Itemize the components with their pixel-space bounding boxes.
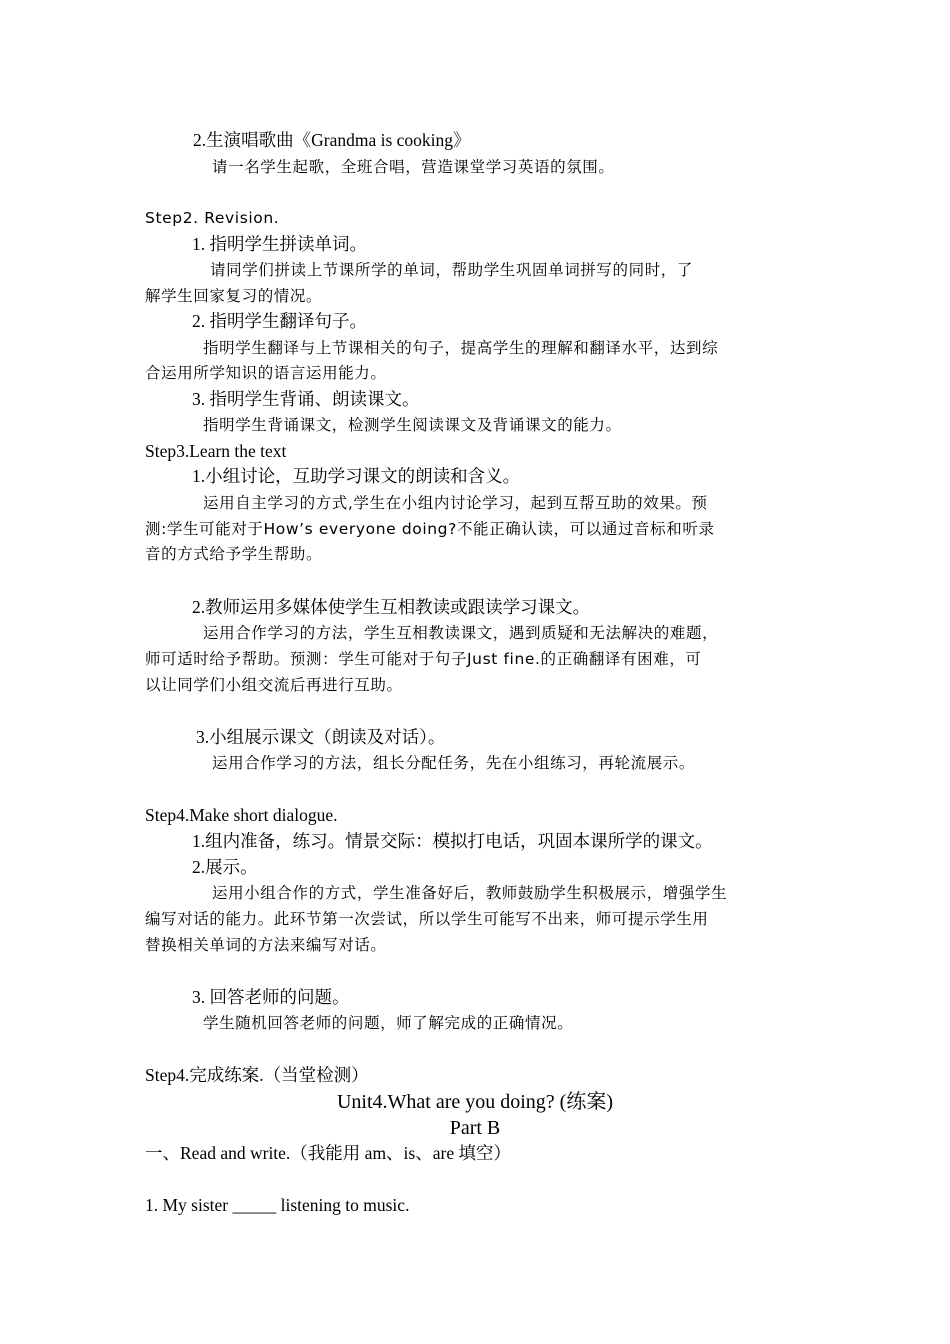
list-item-heading: 2. 指明学生翻译句子。 — [192, 311, 367, 331]
paragraph-text: 请同学们拼读上节课所学的单词，帮助学生巩固单词拼写的同时，了 — [210, 261, 694, 279]
list-item-heading: 1.组内准备，练习。情景交际：模拟打电话，巩固本课所学的课文。 — [192, 831, 713, 851]
paragraph-text: 请一名学生起歌，全班合唱，营造课堂学习英语的氛围。 — [212, 158, 615, 176]
list-item-heading: 2.教师运用多媒体使学生互相教读或跟读学习课文。 — [192, 597, 591, 617]
list-item-heading: 1.小组讨论，互助学习课文的朗读和含义。 — [192, 466, 521, 486]
step-heading: Step4.完成练案.（当堂检测） — [145, 1065, 369, 1085]
list-item-heading: 3. 回答老师的问题。 — [192, 987, 350, 1007]
exercise-item: 1. My sister _____ listening to music. — [145, 1195, 410, 1215]
paragraph-text: 运用自主学习的方式,学生在小组内讨论学习，起到互帮互助的效果。预 — [203, 494, 708, 512]
paragraph-text: 以让同学们小组交流后再进行互助。 — [145, 676, 403, 694]
worksheet-title: Unit4.What are you doing? (练案) — [336, 1091, 614, 1113]
paragraph-text: 运用合作学习的方法，学生互相教读课文，遇到质疑和无法解决的难题， — [203, 624, 719, 642]
paragraph-text: 替换相关单词的方法来编写对话。 — [145, 936, 387, 954]
song-activity-heading: 2.生演唱歌曲《Grandma is cooking》 — [193, 130, 471, 150]
paragraph-text: 音的方式给予学生帮助。 — [145, 545, 323, 563]
paragraph-text: 解学生回家复习的情况。 — [145, 287, 323, 305]
paragraph-text: 运用合作学习的方法，组长分配任务，先在小组练习，再轮流展示。 — [212, 754, 696, 772]
exercise-instruction: 一、Read and write.（我能用 am、is、are 填空） — [145, 1143, 511, 1163]
paragraph-text: 学生随机回答老师的问题，师了解完成的正确情况。 — [203, 1014, 574, 1032]
step-heading: Step3.Learn the text — [145, 441, 287, 461]
paragraph-text: 测:学生可能对于How’s everyone doing?不能正确认读，可以通过音标和听录 — [145, 520, 715, 538]
paragraph-text: 合运用所学知识的语言运用能力。 — [145, 364, 387, 382]
list-item-heading: 3.小组展示课文（朗读及对话）。 — [196, 727, 446, 747]
paragraph-text: 师可适时给予帮助。预测：学生可能对于句子Just fine.的正确翻译有困难，可 — [145, 650, 702, 668]
worksheet-subtitle: Part B — [449, 1117, 501, 1139]
step-heading: Step4.Make short dialogue. — [145, 805, 338, 825]
paragraph-text: 指明学生翻译与上节课相关的句子，提高学生的理解和翻译水平，达到综 — [203, 339, 719, 357]
list-item-heading: 3. 指明学生背诵、朗读课文。 — [192, 389, 420, 409]
list-item-heading: 2.展示。 — [192, 857, 258, 877]
list-item-heading: 1. 指明学生拼读单词。 — [192, 234, 367, 254]
step-heading: Step2. Revision. — [145, 209, 280, 227]
paragraph-text: 指明学生背诵课文，检测学生阅读课文及背诵课文的能力。 — [203, 416, 622, 434]
paragraph-text: 编写对话的能力。此环节第一次尝试，所以学生可能写不出来，师可提示学生用 — [145, 910, 709, 928]
paragraph-text: 运用小组合作的方式，学生准备好后，教师鼓励学生积极展示，增强学生 — [212, 884, 728, 902]
